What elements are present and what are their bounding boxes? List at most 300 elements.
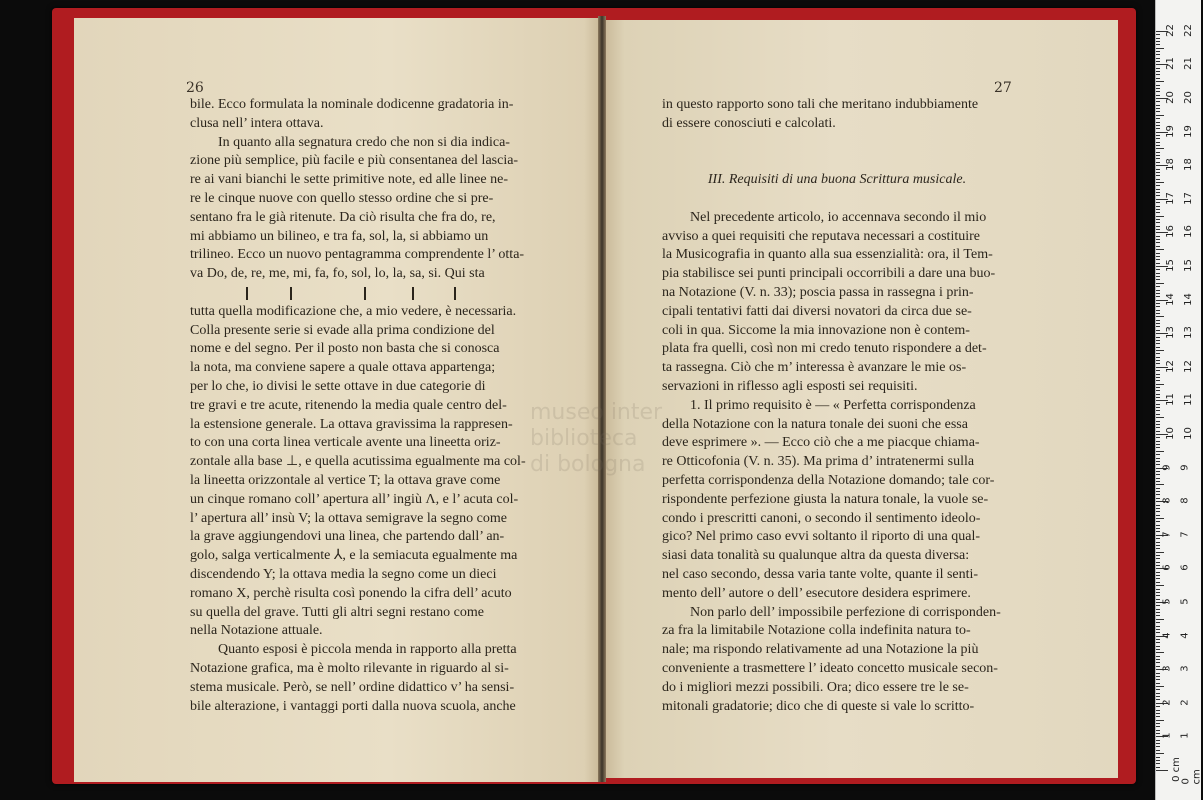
text-line: za fra la limitabile Notazione colla indefinita natura to- [662,623,971,639]
ruler-tick [1156,152,1160,153]
ruler-label: 8 [1161,497,1173,504]
text-line: tutta quella modificazione che, a mio vedere, è necessaria. [190,303,517,319]
ruler-tick [1156,340,1160,341]
ruler-tick [1156,273,1160,274]
text-line: to con una corta linea verticale avente una lineetta oriz- [190,435,501,451]
right-page-number: 27 [994,80,1012,96]
ruler-tick [1156,380,1160,381]
ruler-label: 2 [1161,699,1173,706]
ruler-tick [1156,239,1160,240]
text-line: re Otticofonia (V. n. 35). Ma prima d’ intratenermi sulla [662,454,975,470]
ruler-label: 16 [1164,225,1176,239]
text-line: mento dell’ autore o dell’ esecutore desidera esprimere. [662,585,971,601]
ruler-tick [1156,673,1160,674]
ruler-tick [1156,269,1160,270]
ruler-tick [1156,592,1160,593]
ruler-tick [1156,619,1164,620]
ruler-label: 21 [1164,57,1176,71]
text-line: conveniente a trasmettere l’ ideato concetto musicale secon- [662,660,998,676]
text-line: nome e del segno. Per il posto non basta che si conosca [190,341,500,357]
text-line: rispondente perfezione giusta la natura tonale, la vuole se- [662,491,989,507]
section-heading: III. Requisiti di una buona Scrittura musicale. [707,172,967,188]
ruler-label: 11 [1164,393,1176,407]
ruler-tick [1156,135,1160,136]
ruler-tick [1156,290,1160,291]
ruler-tick [1156,599,1160,600]
right-page-text [662,96,1012,716]
text-line: bile alterazione, i vantaggi porti dalla nuova scuola, anche [190,698,516,714]
ruler-tick [1156,478,1160,479]
measurement-ruler [1155,0,1201,800]
text-line: la estensione generale. La ottava gravissima la rappresen- [190,416,513,432]
ruler-tick [1156,158,1160,159]
ruler-tick [1156,68,1160,69]
ruler-tick [1156,202,1160,203]
ruler-tick [1156,575,1160,576]
ruler-tick [1156,390,1160,391]
staff-line-marks [190,284,542,303]
ruler-tick [1156,263,1160,264]
ruler-tick [1156,179,1160,180]
ruler-label: 19 [1182,124,1194,138]
ruler-tick [1156,242,1160,243]
text-line: re ai vani bianchi le sette primitive note, ed alle linee ne- [190,172,508,188]
ruler-tick [1156,48,1164,49]
ruler-tick [1156,169,1160,170]
ruler-tick [1156,125,1160,126]
text-line: Nel precedente articolo, io accennava secondo il mio [690,209,987,225]
staff-mark [454,287,456,300]
ruler-tick [1156,357,1160,358]
ruler-tick [1156,639,1160,640]
ruler-tick [1156,212,1160,213]
text-line: perfetta corrispondenza della Notazione domando; tale cor- [662,472,995,488]
ruler-tick [1156,259,1160,260]
ruler-label: 3 [1179,665,1191,672]
ruler-tick [1156,706,1160,707]
ruler-tick [1156,115,1164,116]
text-line: su quella del grave. Tutti gli altri segni restano come [190,604,484,620]
text-line: golo, salga verticalmente ⅄, e la semiacuta egualmente ma [190,548,518,564]
staff-mark [290,287,292,300]
ruler-tick [1156,353,1160,354]
ruler-tick [1156,632,1160,633]
ruler-tick [1156,51,1160,52]
ruler-tick [1156,656,1160,657]
text-line: nella Notazione attuale. [190,623,323,639]
ruler-tick [1156,303,1160,304]
ruler-label: 20 [1164,91,1176,104]
ruler-tick [1156,58,1160,59]
watermark-line: museo inter [530,400,663,425]
ruler-label: 6 [1179,564,1191,572]
ruler-tick [1156,209,1160,210]
ruler-label: 7 [1179,531,1191,538]
text-line: siasi data tonalità su qualunque altra da questa diversa: [662,548,970,564]
ruler-tick [1156,374,1160,375]
ruler-tick [1156,155,1160,156]
ruler-tick [1156,414,1160,415]
ruler-tick [1156,253,1160,254]
ruler-label: 9 [1161,463,1173,471]
text-line: per lo che, io divisi le sette ottave in due categorie di [190,378,486,394]
ruler-tick [1156,189,1160,190]
ruler-tick [1156,471,1160,472]
ruler-tick [1156,437,1160,438]
ruler-tick [1156,693,1160,694]
ruler-tick [1156,538,1160,539]
text-line: di essere conosciuti e calcolati. [662,115,836,131]
ruler-tick [1156,387,1160,388]
ruler-tick [1156,713,1160,714]
ruler-tick [1156,246,1160,247]
ruler-tick [1156,293,1160,294]
ruler-tick [1156,518,1164,519]
ruler-tick [1156,394,1160,395]
ruler-tick [1156,572,1160,573]
ruler-tick [1156,464,1160,465]
ruler-tick [1156,767,1160,768]
text-line: do i migliori mezzi possibili. Ora; dico essere tre le se- [662,679,969,695]
ruler-tick [1156,296,1160,297]
ruler-tick [1156,343,1160,344]
ruler-label: 18 [1182,158,1194,172]
ruler-label: 1 [1179,732,1191,740]
text-line: clusa nell’ intera ottava. [190,115,324,131]
ruler-tick [1156,236,1160,237]
ruler-tick [1156,74,1160,75]
ruler-tick [1156,310,1160,311]
ruler-tick [1156,720,1164,721]
ruler-tick [1156,417,1164,418]
ruler-tick [1156,323,1160,324]
ruler-tick [1156,101,1160,102]
ruler-tick [1156,397,1160,398]
ruler-tick [1156,757,1160,758]
staff-mark [246,287,248,300]
ruler-tick [1156,316,1164,317]
ruler-tick [1156,195,1160,196]
ruler-tick [1156,226,1160,227]
text-line: avviso a quei requisiti che reputava necessari a costituire [662,228,980,244]
ruler-tick [1156,565,1160,566]
ruler-tick [1156,488,1160,489]
ruler-tick [1156,142,1160,143]
ruler-label: 14 [1164,292,1176,306]
ruler-tick [1156,578,1160,579]
ruler-tick [1156,679,1160,680]
ruler-label: 11 [1182,393,1194,407]
book-gutter [598,16,606,782]
ruler-tick [1156,612,1160,613]
text-line: discendendo Y; la ottava media la segno come un dieci [190,566,497,582]
text-line: bile. Ecco formulata la nominale dodicenne gradatoria in- [190,97,514,112]
ruler-label: 7 [1161,531,1173,538]
ruler-tick [1156,542,1160,543]
ruler-tick [1156,622,1160,623]
ruler-tick [1156,723,1160,724]
ruler-tick [1156,763,1160,764]
ruler-label: 22 [1164,23,1176,37]
text-line: Notazione grafica, ma è molto rilevante in riguardo al si- [190,660,509,676]
ruler-tick [1156,508,1160,509]
ruler-tick [1156,78,1160,79]
ruler-tick [1156,555,1160,556]
ruler-tick [1156,531,1160,532]
ruler-label: 22 [1182,23,1194,37]
ruler-tick [1156,424,1160,425]
ruler-label: 10 [1182,427,1194,440]
ruler-tick [1156,458,1160,459]
ruler-label: 3 [1161,665,1173,672]
text-line: zione più semplice, più facile e più consentanea del lascia- [190,153,519,169]
ruler-tick [1156,605,1160,606]
ruler-tick [1156,105,1160,106]
ruler-tick [1156,649,1160,650]
ruler-tick [1156,172,1160,173]
ruler-tick [1156,484,1164,485]
ruler-tick [1156,558,1160,559]
ruler-tick [1156,182,1164,183]
ruler-tick [1156,111,1160,112]
left-page-text [190,96,542,716]
ruler-label: 15 [1164,259,1176,272]
ruler-tick [1156,515,1160,516]
ruler-tick [1156,441,1160,442]
ruler-tick [1156,609,1160,610]
ruler-tick [1156,249,1164,250]
text-line: un cinque romano coll’ apertura all’ ingiù Λ, e l’ acuta col- [190,491,519,507]
ruler-tick [1156,185,1160,186]
ruler-label: 21 [1182,57,1194,71]
ruler-label: 17 [1164,191,1176,205]
ruler-tick [1156,175,1160,176]
ruler-tick [1156,118,1160,119]
ruler-tick [1156,689,1160,690]
ruler-tick [1156,54,1160,55]
text-line: nale; ma rispondo relativamente ad una Notazione la più [662,642,979,658]
ruler-tick [1156,306,1160,307]
ruler-tick [1156,44,1160,45]
text-line: romano X, perchè risulta così ponendo la cifra dell’ acuto [190,585,512,601]
text-line: l’ apertura all’ insù V; la ottava semigrave la segno come [190,510,507,526]
ruler-tick [1156,320,1160,321]
ruler-tick [1156,730,1160,731]
ruler-tick [1156,363,1160,364]
ruler-tick [1156,615,1160,616]
ruler-label: 6 [1161,564,1173,572]
ruler-tick [1156,256,1160,257]
ruler-tick [1156,148,1164,149]
ruler-tick [1156,370,1160,371]
ruler-tick [1156,38,1160,39]
text-line: sentano fra le già ritenute. Da ciò risulta che fra do, re, [190,209,496,225]
ruler-tick [1156,451,1164,452]
text-line: tre gravi e tre acute, ritenendo la media quale centro del- [190,397,507,413]
ruler-label: 13 [1164,326,1176,340]
ruler-label: 14 [1182,292,1194,306]
watermark-line: di bologna [530,452,646,477]
ruler-tick [1156,81,1164,82]
text-line: la lineetta orizzontale al vertice T; la ottava grave come [190,472,501,488]
ruler-tick [1156,384,1164,385]
ruler-tick [1156,629,1160,630]
ruler-label: 5 [1161,598,1173,605]
ruler-tick [1156,330,1160,331]
ruler-tick [1156,447,1160,448]
ruler-tick [1156,511,1160,512]
ruler-tick [1156,216,1164,217]
text-line: la Musicografia in quanto alla sua essenzialità: ora, il Tem- [662,247,993,263]
text-line: zontale alla base ⊥, e quella acutissima egualmente ma col- [190,454,526,470]
ruler-tick [1156,726,1160,727]
ruler-tick [1156,192,1160,193]
text-line: In quanto alla segnatura credo che non si dia indica- [218,134,510,150]
ruler-tick [1156,662,1160,663]
ruler-tick [1156,410,1160,411]
ruler-tick [1156,666,1160,667]
ruler-tick [1156,491,1160,492]
text-line: Colla presente serie si evade alla prima condizione del [190,322,495,338]
ruler-tick [1156,659,1160,660]
ruler-tick [1156,585,1164,586]
ruler-label: 12 [1164,359,1176,373]
text-line: in questo rapporto sono tali che meritano indubbiamente [662,97,979,112]
ruler-label: 2 [1179,699,1191,706]
ruler-tick [1156,41,1160,42]
ruler-label: 19 [1164,124,1176,138]
ruler-tick [1156,746,1160,747]
text-line: ta rassegna. Ciò che m’ interessa è avanzare le mie os- [662,360,967,376]
text-line: gico? Nel primo caso evvi soltanto il riporto di una qual- [662,529,981,545]
ruler-tick [1156,404,1160,405]
ruler-tick [1156,276,1160,277]
text-line: na Notazione (V. n. 33); poscia passa in rassegna i prin- [662,284,974,300]
ruler-tick [1156,652,1164,653]
ruler-tick [1156,494,1160,495]
text-line: nel caso secondo, dessa varia tante volte, quante il senti- [662,566,979,582]
ruler-tick [1156,34,1160,35]
ruler-tick [1156,145,1160,146]
ruler-tick [1156,337,1160,338]
text-line: va Do, de, re, me, mi, fa, fo, sol, lo, la, sa, si. Qui sta [190,266,485,282]
left-page-number: 26 [186,80,204,96]
ruler-tick [1156,642,1160,643]
ruler-tick [1156,444,1160,445]
ruler-tick [1156,696,1160,697]
text-line: servazioni in riflesso agli esposti sei requisiti. [662,378,918,394]
text-line: la grave aggiungendovi una linea, che partendo dall’ an- [190,529,505,545]
ruler-tick [1156,95,1160,96]
text-line: condo i prescritti canoni, o secondo il sentimento ideolo- [662,510,981,526]
ruler-label: 16 [1182,225,1194,239]
ruler-tick [1156,740,1160,741]
text-line: mitonali gradatorie; dico che di queste si vale lo scritto- [662,698,975,714]
ruler-tick [1156,431,1160,432]
ruler-tick [1156,505,1160,506]
ruler-tick [1156,595,1160,596]
text-line: plata fra quelli, così non mi credo tenuto rispondere a det- [662,341,987,357]
ruler-tick [1156,222,1160,223]
ruler-label: 8 [1179,497,1191,504]
ruler-label: 4 [1179,631,1191,639]
ruler-tick [1156,733,1160,734]
ruler-tick [1156,474,1160,475]
text-line: della Notazione con la natura tonale dei suoni che essa [662,416,968,432]
ruler-tick [1156,122,1160,123]
ruler-tick [1156,85,1160,86]
ruler-tick [1156,279,1160,280]
ruler-tick [1156,710,1160,711]
ruler-tick [1156,699,1160,700]
ruler-tick [1156,407,1160,408]
text-line: cipali tentativi fatti dai diversi novatori da circa due se- [662,303,972,319]
ruler-tick [1156,427,1160,428]
ruler-label: 5 [1179,598,1191,605]
staff-mark [364,287,366,300]
ruler-label: 4 [1161,631,1173,639]
ruler-tick [1156,528,1160,529]
ruler-tick [1156,589,1160,590]
ruler-label: 20 [1182,91,1194,104]
ruler-label: 1 [1161,732,1173,740]
ruler-label: 18 [1164,158,1176,172]
ruler-tick [1156,108,1160,109]
text-line: re le cinque nuove con quello stesso ordine che si pre- [190,190,494,206]
text-line: Non parlo dell’ impossibile perfezione di corrisponden- [690,604,1001,620]
ruler-tick [1156,461,1160,462]
ruler-tick [1156,481,1160,482]
ruler-tick [1156,552,1164,553]
ruler-tick [1156,219,1160,220]
ruler-label: 15 [1182,259,1194,272]
text-line: coli in qua. Siccome la mia innovazione non è contem- [662,322,970,338]
ruler-tick [1156,683,1160,684]
ruler-tick [1156,91,1160,92]
ruler-tick [1156,498,1160,499]
ruler-label: 0 cm [1170,757,1182,782]
ruler-tick [1156,206,1160,207]
ruler-tick [1156,750,1160,751]
ruler-tick [1156,454,1160,455]
ruler-tick [1156,770,1168,771]
text-line: trilineo. Ecco un nuovo pentagramma comprendente l’ otta- [190,247,525,263]
ruler-tick [1156,71,1160,72]
ruler-label: 9 [1179,463,1191,471]
ruler-tick [1156,562,1160,563]
staff-mark [412,287,414,300]
ruler-tick [1156,548,1160,549]
ruler-tick [1156,521,1160,522]
ruler-tick [1156,753,1164,754]
text-line: Quanto esposi è piccola menda in rapporto alla pretta [218,642,517,658]
ruler-tick [1156,582,1160,583]
text-line: mi abbiamo un bilineo, e tra fa, sol, la, si abbiamo un [190,228,489,244]
ruler-label: 17 [1182,191,1194,205]
ruler-tick [1156,626,1160,627]
ruler-tick [1156,229,1160,230]
ruler-tick [1156,88,1160,89]
ruler-tick [1156,138,1160,139]
text-line: pia stabilisce sei punti principali occorribili a dare una buo- [662,266,996,282]
ruler-tick [1156,760,1160,761]
ruler-tick [1156,61,1160,62]
ruler-tick [1156,676,1160,677]
ruler-tick [1156,525,1160,526]
text-line: la nota, ma conviene sapere a quale ottava appartenga; [190,360,496,376]
ruler-label: 0 cm [1180,769,1203,785]
text-line: 1. Il primo requisito è — « Perfetta corrispondenza [690,397,976,413]
